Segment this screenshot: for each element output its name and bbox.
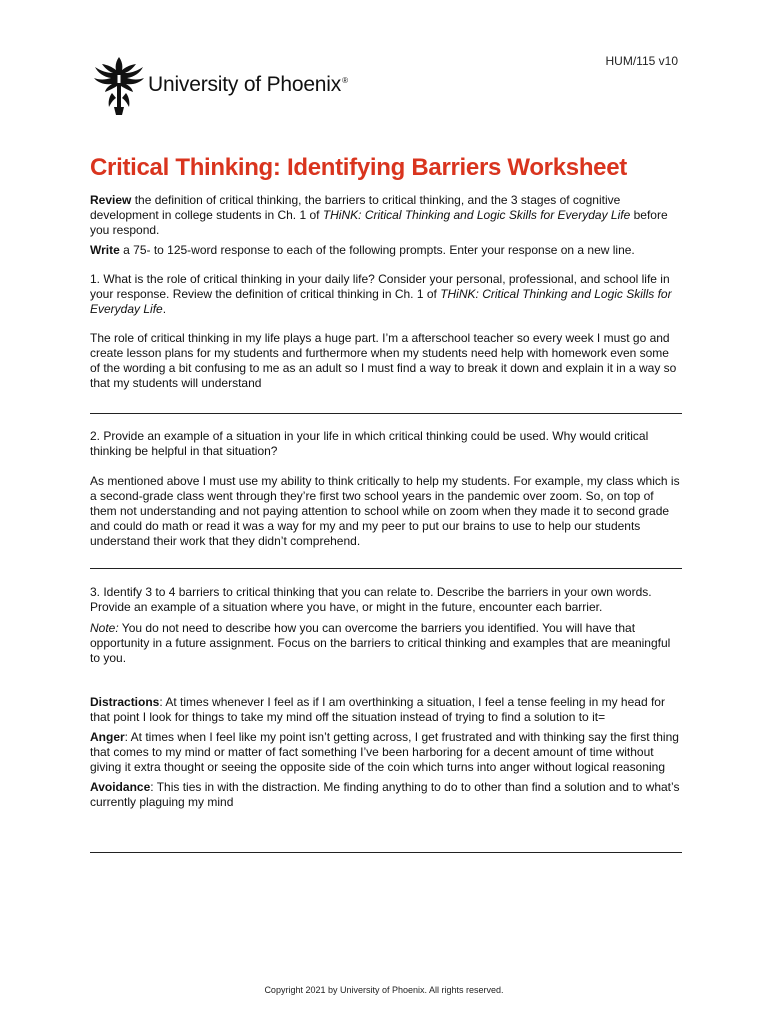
course-code: HUM/115 v10: [605, 54, 678, 68]
section-divider: [90, 413, 682, 414]
question-2-answer: As mentioned above I must use my ability to think critically to help my students. For example, my class which is a second-grade class went through they’re first two school years in the pandemic over zoom. So, on top of them not understanding and not paying attention to school while on zoom when they made it to second grade and could do math or read it was a way for my and my peer to put our brains to use to help our students understand their work that they didn’t comprehend.: [90, 474, 680, 548]
copyright-footer: Copyright 2021 by University of Phoenix. All rights reserved.: [264, 985, 504, 995]
section-divider: [90, 568, 682, 569]
worksheet-content: [90, 193, 682, 853]
barrier-label: Avoidance: [90, 780, 151, 794]
question-3-prompt: 3. Identify 3 to 4 barriers to critical thinking that you can relate to. Describe the barriers in your own words. Provide an example of a situation where you have, or might in the future, encounter each barrier.: [90, 585, 652, 614]
book-title: THiNK: Critical Thinking and Logic Skills for Everyday Life: [90, 287, 672, 316]
logo-wordmark: University of Phoenix®: [148, 72, 348, 96]
question-1-prompt: 1. What is the role of critical thinking in your daily life? Consider your personal, professional, and school life in your response. Review the definition of critical thinking in Ch. 1 of THiNK: Critical Thinking and Logic Skills for Everyday Life.: [90, 272, 672, 316]
review-label: Review: [90, 193, 132, 207]
barrier-distractions: Distractions: At times whenever I feel as if I am overthinking a situation, I feel a tense feeling in my head for that point I look for things to take my mind off the situation instead of trying to find a solution to it=: [90, 695, 665, 724]
barrier-anger: Anger: At times when I feel like my point isn’t getting across, I get frustrated and with thinking say the first thing that comes to my mind or matter of fact something I’ve been harboring for a decent amount of time without giving it extra thought or seeing the opposite side of the coin which turns into anger without logical reasoning: [90, 730, 679, 774]
barrier-avoidance: Avoidance: This ties in with the distraction. Me finding anything to do to other than find a solution and to what’s currently plaguing my mind: [90, 780, 680, 809]
registered-mark: ®: [342, 75, 348, 85]
question-3-note: Note: You do not need to describe how you can overcome the barriers you identified. You will have that opportunity in a future assignment. Focus on the barriers to critical thinking and examples that are meaningful to you.: [90, 621, 671, 665]
write-label: Write: [90, 243, 120, 257]
section-divider: [90, 852, 682, 853]
book-title: THiNK: Critical Thinking and Logic Skills for Everyday Life: [322, 208, 631, 222]
phoenix-bird-icon: [92, 55, 146, 117]
write-instructions: Write a 75- to 125-word response to each of the following prompts. Enter your response on a new line.: [90, 243, 635, 257]
barrier-label: Anger: [90, 730, 125, 744]
page-title: Critical Thinking: Identifying Barriers Worksheet: [90, 154, 627, 181]
question-2-prompt: 2. Provide an example of a situation in your life in which critical thinking could be used. Why would critical thinking be helpful in that situation?: [90, 429, 649, 458]
review-instructions: Review the definition of critical thinking, the barriers to critical thinking, and the 3 stages of cognitive development in college students in Ch. 1 of THiNK: Critical Thinking and Logic Skills for Everyday Life before you respond.: [90, 193, 668, 237]
university-logo: [92, 55, 348, 117]
note-label: Note:: [90, 621, 119, 635]
barrier-label: Distractions: [90, 695, 160, 709]
question-1-answer: The role of critical thinking in my life plays a huge part. I’m a afterschool teacher so every week I must go and create lesson plans for my students and furthermore when my students need help with homework even some of the wording a bit confusing to me as an adult so I must find a way to break it down and explain it in a way so that my students will understand: [90, 331, 677, 390]
